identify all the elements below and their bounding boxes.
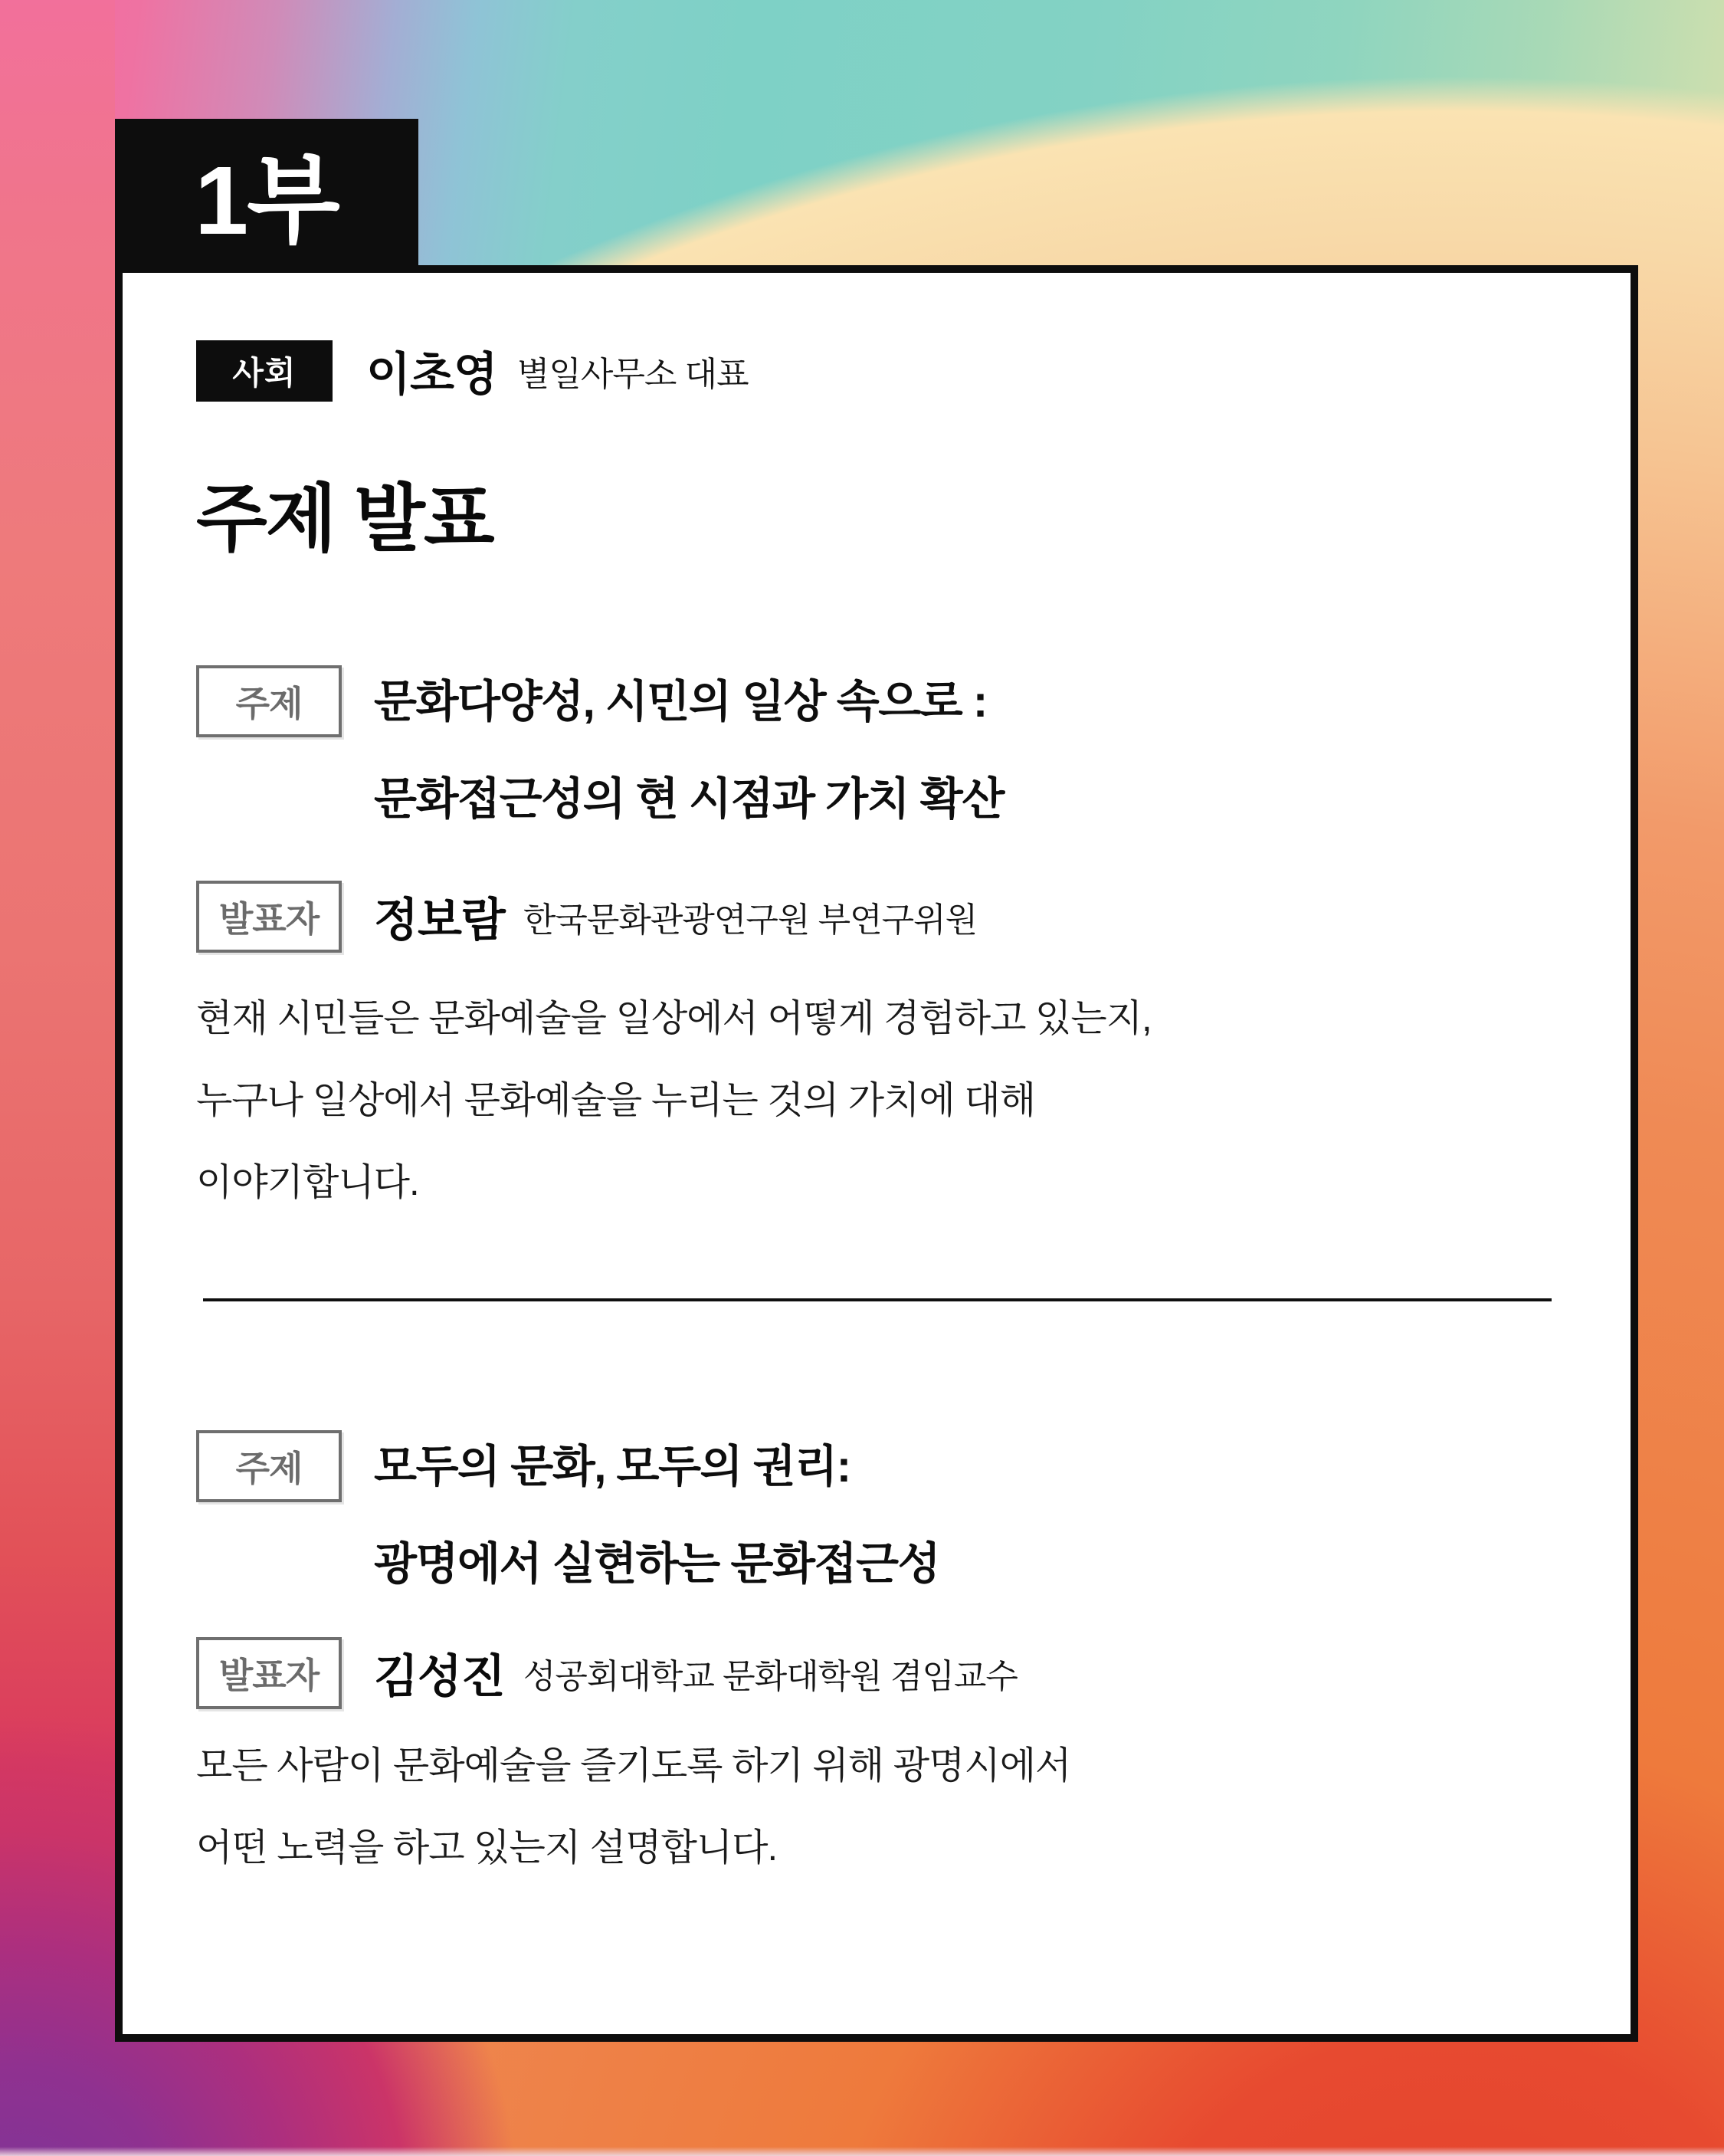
session-2-presenter-tag: 발표자: [196, 1637, 342, 1709]
session-1-presenter-name: 정보람: [374, 894, 505, 946]
session-1-topic-tag: 주제: [196, 665, 342, 737]
moderator-name: 이초영: [366, 349, 497, 400]
part-badge: [115, 119, 418, 266]
session-1-presenter-affiliation: 한국문화관광연구원 부연구위원: [523, 901, 978, 939]
session-2-topic-title: [374, 1418, 939, 1613]
topic-line: 광명에서 실현하는 문화접근성: [374, 1539, 940, 1589]
session-2-description: [196, 1725, 1070, 1889]
topic-line: 문화접근성의 현 시점과 가치 확산: [374, 774, 1004, 824]
program-card: [115, 265, 1638, 2042]
session-1-description: [196, 978, 1152, 1224]
session-divider: [203, 1298, 1552, 1301]
session-1-topic-row: [196, 653, 1004, 848]
description-line: 모든 사람이 문화예술을 즐기도록 하기 위해 광명시에서: [196, 1745, 1071, 1787]
session-2-topic-tag: 주제: [196, 1430, 342, 1502]
section-title: 주제 발표: [196, 478, 493, 560]
session-2-presenter-row: [196, 1637, 1018, 1709]
session-1-topic-title: [374, 653, 1004, 848]
session-1-presenter-tag: 발표자: [196, 881, 342, 953]
moderator-row: [196, 338, 749, 404]
topic-line: 모두의 문화, 모두의 권리:: [374, 1442, 851, 1491]
description-line: 이야기합니다.: [196, 1162, 419, 1203]
description-line: 누구나 일상에서 문화예술을 누리는 것의 가치에 대해: [196, 1080, 1036, 1121]
moderator-tag: 사회: [196, 340, 333, 402]
session-2-presenter-name: 김성진: [374, 1651, 505, 1702]
topic-line: 문화다양성, 시민의 일상 속으로 :: [374, 677, 987, 727]
session-1-presenter-row: [196, 881, 977, 953]
part-badge-label: 1부: [195, 146, 339, 254]
description-line: 현재 시민들은 문화예술을 일상에서 어떻게 경험하고 있는지,: [196, 998, 1152, 1039]
moderator-affiliation: 별일사무소 대표: [516, 356, 749, 393]
session-2-topic-row: [196, 1418, 939, 1613]
description-line: 어떤 노력을 하고 있는지 설명합니다.: [196, 1827, 778, 1869]
session-2-presenter-affiliation: 성공회대학교 문화대학원 겸임교수: [523, 1658, 1018, 1695]
program-card-inner: [123, 273, 1631, 2034]
